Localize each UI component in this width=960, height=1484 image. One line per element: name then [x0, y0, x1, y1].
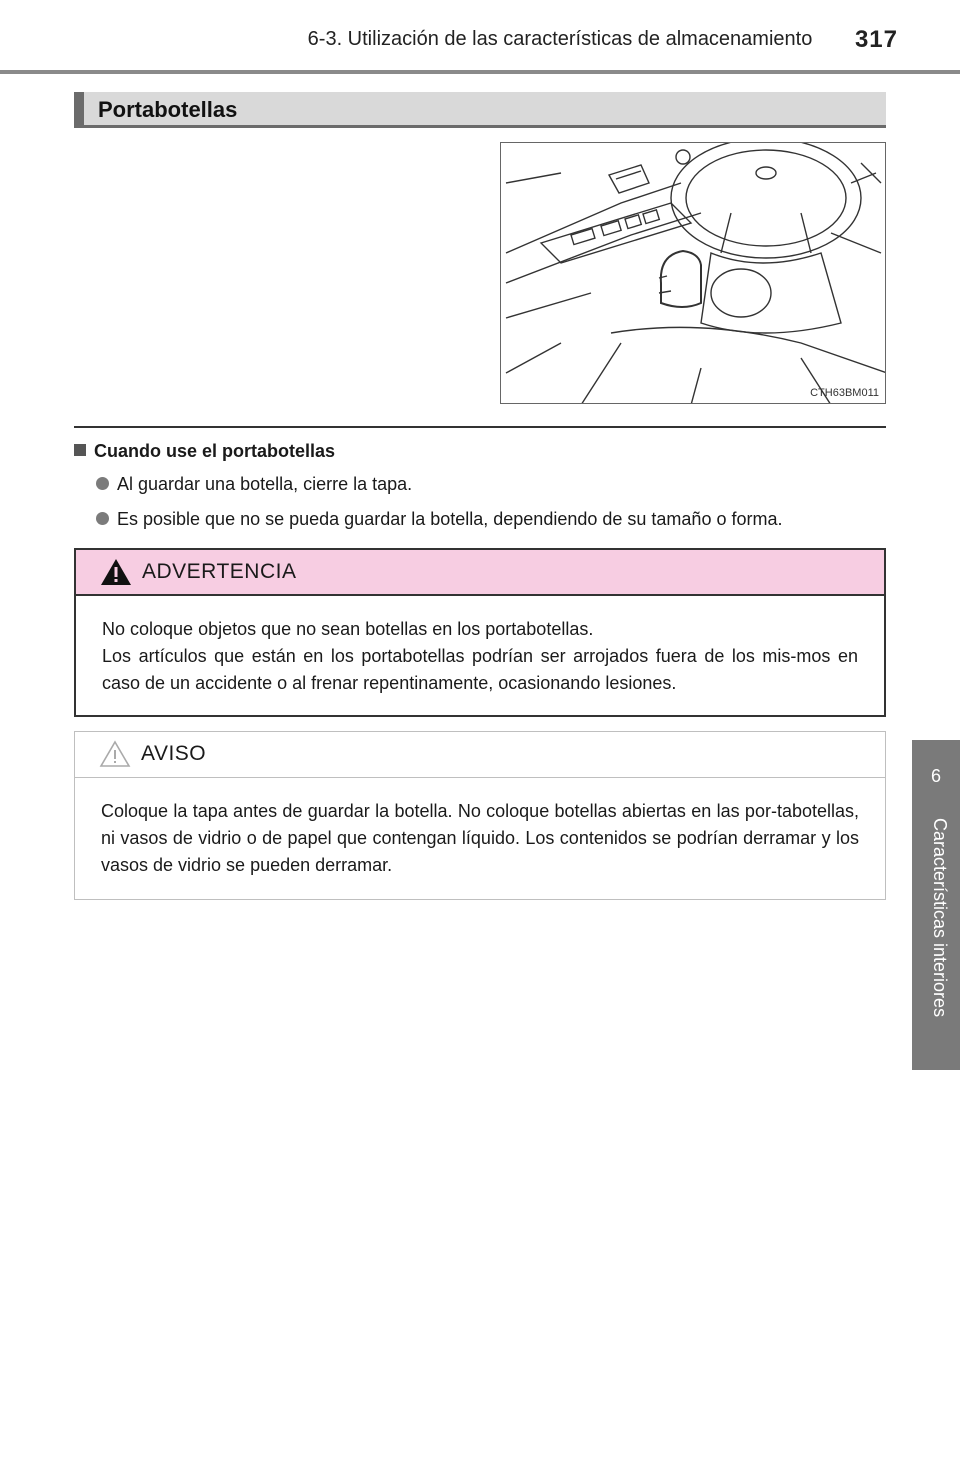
chapter-number: 6 [930, 766, 941, 786]
figure-code: CTH63BM011 [810, 387, 879, 399]
notice-title: AVISO [141, 742, 207, 765]
section-heading-bar [74, 92, 886, 128]
car-interior-drawing [501, 143, 886, 404]
usage-bullet-text: Al guardar una botella, cierre la tapa. [117, 474, 413, 494]
square-bullet-icon [74, 444, 86, 456]
notice-box [74, 731, 886, 900]
warning-title: ADVERTENCIA [142, 560, 297, 583]
circle-bullet-icon [96, 512, 109, 525]
bottle-holder-illustration [500, 142, 886, 404]
caution-triangle-outline-icon [99, 740, 131, 768]
warning-line: No coloque objetos que no sean botellas en los portabotellas. [102, 619, 594, 639]
chapter-side-tab [912, 740, 960, 1070]
warning-box [74, 548, 886, 717]
notice-header [75, 732, 885, 778]
usage-heading-text: Cuando use el portabotellas [94, 441, 336, 461]
header-rule [0, 70, 960, 74]
circle-bullet-icon [96, 477, 109, 490]
usage-bullet [96, 509, 782, 530]
notice-paragraph: Coloque la tapa antes de guardar la botella. No coloque botellas abiertas en las por-tabotellas, ni vasos de vidrio o de papel que contengan líquido. Los contenidos se podrían derramar y los vasos de vidrio se pueden derramar. [101, 801, 859, 875]
page-number: 317 [854, 26, 898, 53]
chapter-label: Características interiores [930, 818, 950, 1018]
running-header: 6-3. Utilización de las características de almacenamiento [307, 28, 813, 50]
section-rule [74, 426, 886, 428]
warning-text [102, 616, 858, 697]
warning-triangle-icon [100, 558, 132, 586]
warning-line: Los artículos que están en los portabotellas podrían ser arrojados fuera de los mis-mos en caso de un accidente o al frenar repentinamente, ocasionando lesiones. [102, 646, 858, 693]
usage-heading [74, 441, 335, 462]
section-title: Portabotellas [98, 97, 238, 122]
usage-bullet-text: Es posible que no se pueda guardar la botella, dependiendo de su tamaño o forma. [117, 509, 783, 529]
warning-header [76, 550, 884, 596]
usage-bullet [96, 474, 412, 495]
notice-text [101, 798, 859, 879]
